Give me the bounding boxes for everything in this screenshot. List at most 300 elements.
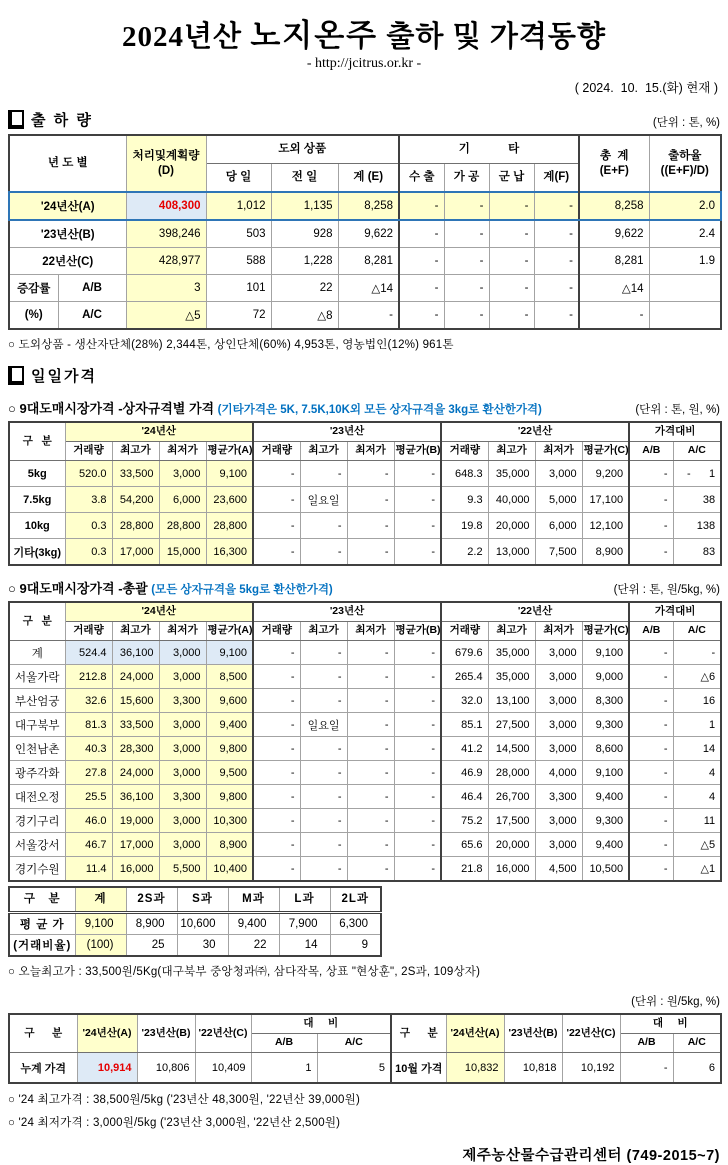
table-cell: - [629, 487, 673, 513]
col-header-high: 최고가 [112, 442, 159, 461]
table-cell: 9,100 [582, 641, 629, 665]
col-header-total [579, 135, 649, 192]
table-cell: - [394, 785, 441, 809]
table-cell: 27,500 [488, 713, 535, 737]
row-label: 서울강서 [9, 833, 65, 857]
col-header-high: 최고가 [112, 622, 159, 641]
table-cell: 9,200 [582, 461, 629, 487]
col-group-etc: 기 타 [399, 135, 579, 164]
col-header-export: 수 출 [399, 164, 444, 193]
table-cell: 24,000 [112, 665, 159, 689]
table-cell: - [347, 461, 394, 487]
table-cell: - [399, 302, 444, 330]
table-cell: 16,000 [112, 857, 159, 882]
table-cell: - [394, 737, 441, 761]
table-cell: 15,600 [112, 689, 159, 713]
row-label: '24년산(A) [9, 192, 126, 220]
table-cell: 40,000 [488, 487, 535, 513]
daily-price-section-title-text: 일일가격 [31, 368, 97, 385]
table-cell: - [394, 539, 441, 566]
table-cell: - [629, 809, 673, 833]
col-header-volume: 거래량 [65, 442, 112, 461]
row-label: 5kg [9, 461, 65, 487]
table-cell: - [253, 641, 300, 665]
col-header-high: 최고가 [488, 622, 535, 641]
table-cell: 35,000 [488, 665, 535, 689]
table-cell: 2.2 [441, 539, 488, 566]
summary-unit-label: (단위 : 원/5kg, %) [631, 996, 720, 1008]
col-group-2024: '24년산 [65, 422, 253, 442]
table-cell: - [347, 539, 394, 566]
row-label: (거래비율) [9, 935, 75, 957]
table-cell: 3,000 [159, 641, 206, 665]
table-cell: - [399, 275, 444, 302]
table-cell: 33,500 [112, 713, 159, 737]
table-cell: - [347, 761, 394, 785]
table-cell: 9,100 [206, 461, 253, 487]
col-group-price-ratio: 가격대비 [629, 602, 721, 622]
table-cell: 30 [177, 935, 228, 957]
table-cell: 35,000 [488, 461, 535, 487]
table-cell: 12,100 [582, 513, 629, 539]
table-cell: 3,000 [535, 713, 582, 737]
table-cell: 28,300 [112, 737, 159, 761]
title-suffix: 출하 및 가격동향 [378, 21, 606, 53]
table-cell: - [347, 857, 394, 882]
table-cell: 3,000 [535, 833, 582, 857]
col-header-2024a: '24년산(A) [446, 1014, 504, 1053]
table-cell: 41.2 [441, 737, 488, 761]
table-cell: △8 [271, 302, 338, 330]
col-header-ab: A/B [251, 1034, 317, 1053]
table-cell: 3,000 [159, 833, 206, 857]
table-cell: 28,000 [488, 761, 535, 785]
table-cell: 72 [206, 302, 271, 330]
table-cell: - [673, 641, 721, 665]
table-cell: 7,500 [535, 539, 582, 566]
table-cell: 46.7 [65, 833, 112, 857]
table-cell: 3,000 [535, 461, 582, 487]
table-cell: - [534, 275, 579, 302]
table-cell: △14 [338, 275, 399, 302]
table-cell: - [253, 461, 300, 487]
table-cell: 3,000 [535, 689, 582, 713]
table-cell: - [300, 737, 347, 761]
table-cell: 36,100 [112, 785, 159, 809]
table-cell: 24,000 [112, 761, 159, 785]
table-cell: - [629, 857, 673, 882]
table-cell: 3,000 [159, 761, 206, 785]
table-cell: 19.8 [441, 513, 488, 539]
table-cell: - [534, 302, 579, 330]
col-header-ab: A/B [629, 442, 673, 461]
table-cell: 65.6 [441, 833, 488, 857]
col-header-grade-l: L과 [279, 887, 330, 913]
table-cell: - [253, 785, 300, 809]
col-header-group: 구 분 [391, 1014, 446, 1053]
table-cell: 1.9 [649, 248, 721, 275]
table-cell: 17,500 [488, 809, 535, 833]
table-cell: 428,977 [126, 248, 206, 275]
as-of-date: ( 2024. 10. 15.(화) 현재 ) [574, 81, 718, 95]
table-cell: - [629, 833, 673, 857]
row-label: 22년산(C) [9, 248, 126, 275]
table-cell: - [629, 641, 673, 665]
table-cell: 3,000 [159, 665, 206, 689]
table-cell: 8,300 [582, 689, 629, 713]
col-header-high: 최고가 [488, 442, 535, 461]
table-cell: - [629, 785, 673, 809]
col-header-2022c: '22년산(C) [195, 1014, 251, 1053]
table-cell: - [300, 785, 347, 809]
table-cell: 138 [673, 513, 721, 539]
table-cell: 일요일 [300, 713, 347, 737]
table-cell: 4,000 [535, 761, 582, 785]
col-header-rate [649, 135, 721, 192]
table-cell: 10,818 [504, 1053, 562, 1084]
price-by-size-body [9, 461, 721, 566]
table-cell: 9,400 [228, 913, 279, 935]
table-cell: 25 [126, 935, 177, 957]
table-cell: - [444, 275, 489, 302]
col-header-avg-b: 평균가(B) [394, 622, 441, 641]
col-group-2023: '23년산 [253, 422, 441, 442]
table-cell: 13,100 [488, 689, 535, 713]
table-cell: - [394, 641, 441, 665]
row-label: 서울가락 [9, 665, 65, 689]
table-cell: - [300, 641, 347, 665]
table-cell: 16 [673, 689, 721, 713]
table-cell: 8,900 [582, 539, 629, 566]
high-price-note: ○ '24 최고가격 : 38,500원/5kg ('23년산 48,300원, '22년산 39,000원) [8, 1094, 360, 1106]
table-cell: 9,800 [206, 785, 253, 809]
table-cell: 32.6 [65, 689, 112, 713]
table-cell: - [253, 487, 300, 513]
col-group-price-ratio: 가격대비 [629, 422, 721, 442]
page-title [8, 10, 720, 55]
table-cell: - [534, 248, 579, 275]
table-cell: 398,246 [126, 220, 206, 248]
table-cell: - 1 [673, 461, 721, 487]
table-cell: 9,600 [206, 689, 253, 713]
table-cell: 10,192 [562, 1053, 620, 1084]
col-header-2023b: '23년산(B) [137, 1014, 195, 1053]
table-cell: - [253, 809, 300, 833]
table-cell: 35,000 [488, 641, 535, 665]
col-header-rate-line2: ((E+F)/D) [660, 164, 709, 177]
table-cell [649, 302, 721, 330]
table-cell: 28,800 [159, 513, 206, 539]
table-cell: - [394, 461, 441, 487]
table-cell: 3,300 [535, 785, 582, 809]
table-cell: 10월 가격 [391, 1053, 446, 1084]
table-cell: - [300, 461, 347, 487]
table-cell: 14,500 [488, 737, 535, 761]
table-cell: 3,300 [159, 785, 206, 809]
table-cell: 21.8 [441, 857, 488, 882]
row-label: 부산엄궁 [9, 689, 65, 713]
table-cell: 524.4 [65, 641, 112, 665]
by-size-unit-label: (단위 : 톤, 원, %) [635, 404, 720, 416]
col-header-total-line1: 총 계 [599, 150, 629, 163]
table-cell: 4 [673, 785, 721, 809]
table-cell: 8,281 [579, 248, 649, 275]
table-cell: 17,100 [582, 487, 629, 513]
table-cell: - [629, 665, 673, 689]
col-header-ac: A/C [673, 442, 721, 461]
table-cell: - [300, 761, 347, 785]
table-cell: - [489, 275, 534, 302]
shipment-table [8, 134, 722, 330]
table-cell: - [300, 809, 347, 833]
table-cell: 32.0 [441, 689, 488, 713]
col-header-plan-line2: (D) [158, 164, 174, 177]
col-header-avg-a: 평균가(A) [206, 442, 253, 461]
table-cell: - [629, 713, 673, 737]
table-cell: 9,400 [582, 785, 629, 809]
summary-notes [8, 1091, 720, 1130]
table-cell: 16,300 [206, 539, 253, 566]
table-cell: - [394, 665, 441, 689]
col-header-low: 최저가 [347, 622, 394, 641]
table-cell: - [347, 785, 394, 809]
col-header-group: 구 분 [9, 887, 75, 913]
table-cell: - [300, 539, 347, 566]
table-cell: 10,914 [77, 1053, 137, 1084]
table-cell: - [253, 689, 300, 713]
daily-price-section-header [8, 365, 720, 386]
table-cell: 누계 가격 [9, 1053, 77, 1084]
table-cell: 3,000 [159, 461, 206, 487]
table-cell: 3,000 [535, 665, 582, 689]
table-cell: 7,900 [279, 913, 330, 935]
today-high-note: ○ 오늘최고가 : 33,500원/5Kg(대구북부 중앙청과㈜, 삼다작목, 상표 "현상훈", 2S과, 109상자) [8, 966, 481, 978]
table-cell: 23,600 [206, 487, 253, 513]
row-label: 10kg [9, 513, 65, 539]
table-cell: - [253, 833, 300, 857]
table-cell: (100) [75, 935, 126, 957]
table-cell: - [579, 302, 649, 330]
col-header-rate-line1: 출하율 [668, 150, 702, 163]
table-cell: - [253, 513, 300, 539]
table-cell: - [347, 689, 394, 713]
summary-price-head [9, 1014, 721, 1053]
table-cell: - [300, 857, 347, 882]
row-label: 광주각화 [9, 761, 65, 785]
table-cell: - [394, 689, 441, 713]
col-header-year: 년 도 별 [9, 135, 126, 192]
col-header-high: 최고가 [300, 442, 347, 461]
table-cell: 10,409 [195, 1053, 251, 1084]
table-cell: 588 [206, 248, 271, 275]
shipment-section-title [8, 109, 93, 130]
table-cell: - [338, 302, 399, 330]
table-cell: - [300, 665, 347, 689]
row-label: 기타(3kg) [9, 539, 65, 566]
table-cell: 15,000 [159, 539, 206, 566]
table-cell: 25.5 [65, 785, 112, 809]
col-header-grade-total: 계 [75, 887, 126, 913]
row-sublabel: A/C [58, 302, 126, 330]
summary-price-body [9, 1053, 721, 1084]
by-size-title-note: (기타가격은 5K, 7.5K,10K외 모든 상자규격을 3kg로 환산한가격) [217, 404, 542, 416]
col-header-sum-e: 계 (E) [338, 164, 399, 193]
table-cell: - [300, 513, 347, 539]
table-cell: △6 [673, 665, 721, 689]
col-header-plan-line1: 처리및계획량 [132, 150, 200, 163]
col-header-volume: 거래량 [65, 622, 112, 641]
table-cell: - [534, 192, 579, 220]
table-cell: 6,000 [159, 487, 206, 513]
table-cell: 1,012 [206, 192, 271, 220]
table-cell: △5 [673, 833, 721, 857]
table-cell: - [399, 248, 444, 275]
row-label: (%) [9, 302, 58, 330]
table-cell: - [347, 487, 394, 513]
table-cell: - [347, 665, 394, 689]
summary-price-table [8, 1013, 722, 1084]
grade-price-body [9, 913, 381, 957]
table-cell: - [489, 192, 534, 220]
table-cell: 0.3 [65, 539, 112, 566]
table-cell: 8,900 [126, 913, 177, 935]
table-cell: 33,500 [112, 461, 159, 487]
table-cell: - [347, 641, 394, 665]
table-cell: - [489, 302, 534, 330]
col-header-avg-c: 평균가(C) [582, 622, 629, 641]
daily-price-section-title [8, 365, 97, 386]
square-bullet-icon [8, 110, 24, 129]
table-cell: 10,600 [177, 913, 228, 935]
table-cell: - [394, 713, 441, 737]
table-cell: - [620, 1053, 673, 1084]
col-header-group: 구 분 [9, 422, 65, 461]
table-cell: 0.3 [65, 513, 112, 539]
table-cell: - [347, 713, 394, 737]
table-cell: 9,300 [582, 713, 629, 737]
col-header-volume: 거래량 [253, 442, 300, 461]
table-cell: 10,832 [446, 1053, 504, 1084]
table-cell: 408,300 [126, 192, 206, 220]
table-cell: - [253, 857, 300, 882]
table-cell: - [629, 689, 673, 713]
col-header-same-day: 당 일 [206, 164, 271, 193]
table-cell: 26,700 [488, 785, 535, 809]
shipment-section-title-text: 출 하 량 [31, 112, 93, 129]
overall-title [8, 578, 333, 597]
col-header-volume: 거래량 [253, 622, 300, 641]
table-cell: 46.9 [441, 761, 488, 785]
shipment-unit-label: (단위 : 톤, %) [652, 117, 720, 129]
low-price-note: ○ '24 최저가격 : 3,000원/5kg ('23년산 3,000원, '22년산 2,500원) [8, 1117, 341, 1129]
table-cell: - [347, 809, 394, 833]
shipment-table-head [9, 135, 721, 192]
table-cell: 20,000 [488, 513, 535, 539]
table-cell: - [444, 248, 489, 275]
col-header-sum-f: 계(F) [534, 164, 579, 193]
table-cell: 9,100 [75, 913, 126, 935]
col-header-total-line2: (E+F) [599, 164, 629, 177]
table-cell: - [300, 689, 347, 713]
table-cell: 5 [317, 1053, 391, 1084]
col-header-volume: 거래량 [441, 622, 488, 641]
table-cell: 9,800 [206, 737, 253, 761]
col-header-low: 최저가 [535, 622, 582, 641]
table-cell: 10,500 [582, 857, 629, 882]
table-cell: 9,000 [582, 665, 629, 689]
table-cell: 3.8 [65, 487, 112, 513]
col-header-volume: 거래량 [441, 442, 488, 461]
table-cell: - [534, 220, 579, 248]
table-cell: - [394, 857, 441, 882]
table-cell: - [629, 539, 673, 566]
website-url: - http://jcitrus.or.kr - [306, 56, 422, 71]
row-label: 증감률 [9, 275, 58, 302]
table-cell: 3,000 [535, 641, 582, 665]
table-cell: 3,000 [159, 737, 206, 761]
table-cell: 10,300 [206, 809, 253, 833]
col-header-group: 구 분 [9, 1014, 77, 1053]
col-group-2022: '22년산 [441, 602, 629, 622]
table-cell: 9.3 [441, 487, 488, 513]
row-label: 인천남촌 [9, 737, 65, 761]
shipment-table-body [9, 192, 721, 329]
table-cell: 101 [206, 275, 271, 302]
table-cell: 19,000 [112, 809, 159, 833]
col-header-avg-c: 평균가(C) [582, 442, 629, 461]
col-header-low: 최저가 [159, 622, 206, 641]
col-header-processing: 가 공 [444, 164, 489, 193]
table-cell: 9,500 [206, 761, 253, 785]
price-by-market-table [8, 601, 722, 882]
by-size-title [8, 398, 542, 417]
table-cell: 13,000 [488, 539, 535, 566]
table-cell: - [394, 809, 441, 833]
col-group-compare: 대 비 [620, 1014, 721, 1034]
table-cell: - [394, 761, 441, 785]
table-cell: 8,258 [579, 192, 649, 220]
square-bullet-icon [8, 366, 24, 385]
table-cell: 9,300 [582, 809, 629, 833]
col-header-high: 최고가 [300, 622, 347, 641]
row-sublabel: A/B [58, 275, 126, 302]
col-group-compare: 대 비 [251, 1014, 391, 1034]
col-header-grade-2l: 2L과 [330, 887, 381, 913]
by-size-subsection-header [8, 398, 720, 417]
table-cell: 22 [271, 275, 338, 302]
table-cell: - [253, 665, 300, 689]
table-cell: 2.0 [649, 192, 721, 220]
col-header-military: 군 납 [489, 164, 534, 193]
table-cell: 212.8 [65, 665, 112, 689]
table-cell: - [300, 833, 347, 857]
table-cell: 17,000 [112, 539, 159, 566]
table-cell: 83 [673, 539, 721, 566]
col-header-low: 최저가 [347, 442, 394, 461]
table-cell: 3,000 [159, 809, 206, 833]
table-cell: - [347, 833, 394, 857]
col-header-ac: A/C [673, 1034, 721, 1053]
table-cell: - [629, 761, 673, 785]
col-header-plan [126, 135, 206, 192]
price-by-size-table [8, 421, 722, 566]
table-cell: 3,300 [159, 689, 206, 713]
table-cell: 9 [330, 935, 381, 957]
table-cell: 520.0 [65, 461, 112, 487]
table-cell: 4,500 [535, 857, 582, 882]
table-cell: 6,000 [535, 513, 582, 539]
table-cell: 9,100 [582, 761, 629, 785]
